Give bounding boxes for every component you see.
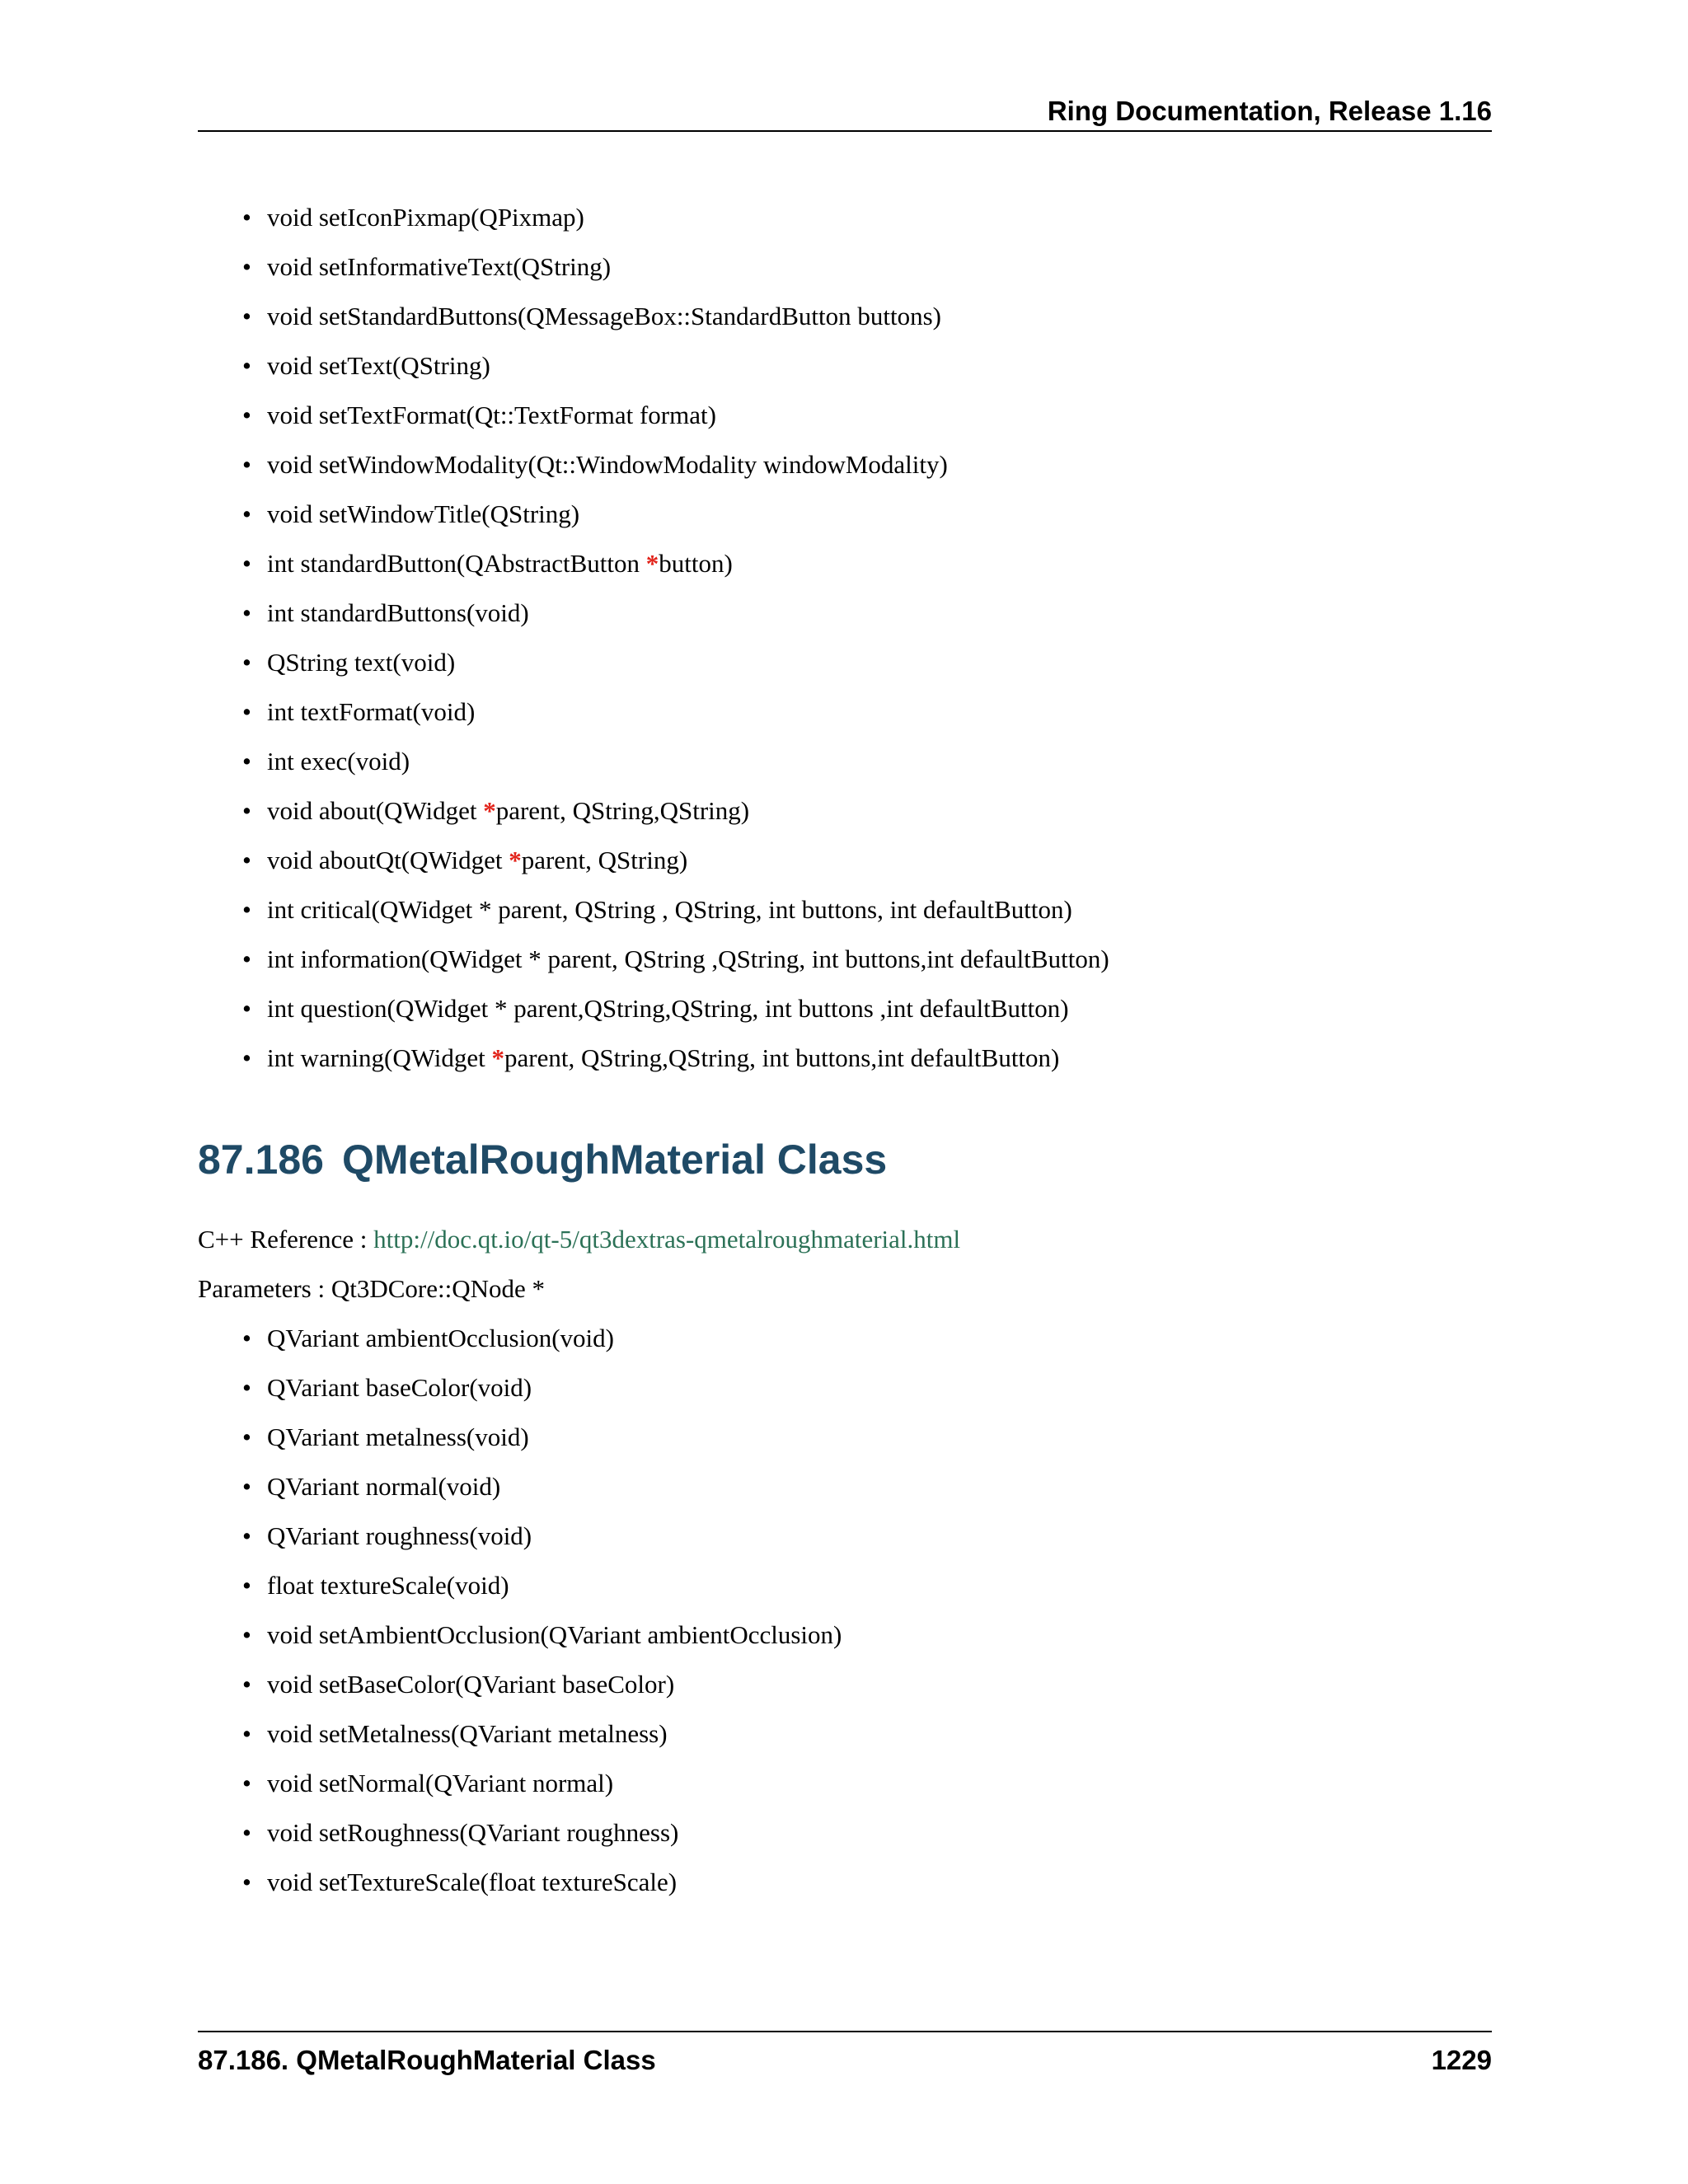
list-item-text: void setMetalness(QVariant metalness): [267, 1719, 668, 1748]
cpp-reference-link[interactable]: http://doc.qt.io/qt-5/qt3dextras-qmetalroughmaterial.html: [373, 1225, 961, 1254]
list-item-text: parent, QString,QString): [495, 796, 750, 825]
list-item-text: void about(QWidget: [267, 796, 484, 825]
list-item: [198, 341, 1109, 391]
bullet-icon: •: [242, 944, 251, 973]
list-item: [198, 1511, 842, 1561]
section-heading: [198, 1131, 887, 1188]
list-item-text: void setTextFormat(Qt::TextFormat format): [267, 401, 716, 429]
bullet-icon: •: [242, 1769, 251, 1797]
list-item-text: int warning(QWidget: [267, 1043, 492, 1072]
list-item: [198, 1610, 842, 1660]
list-item-text: button): [659, 549, 733, 578]
bullet-icon: •: [242, 351, 251, 380]
list-item-text: void setBaseColor(QVariant baseColor): [267, 1670, 675, 1699]
list-item: [198, 440, 1109, 490]
list-item: [198, 490, 1109, 539]
list-item-text: int standardButtons(void): [267, 598, 529, 627]
list-item: [198, 1759, 842, 1808]
list-item: [198, 193, 1109, 242]
bullet-icon: •: [242, 1868, 251, 1896]
bullet-icon: •: [242, 203, 251, 232]
method-list-qmessagebox: [198, 193, 1109, 1083]
list-item-text: void aboutQt(QWidget: [267, 846, 509, 874]
bullet-icon: •: [242, 796, 251, 825]
list-item-text: int information(QWidget * parent, QString ,QString, int buttons,int defaultButton): [267, 944, 1109, 973]
list-item: [198, 1858, 842, 1907]
list-item: [198, 539, 1109, 588]
list-item: [198, 242, 1109, 292]
method-list-qmetalroughmaterial: [198, 1314, 842, 1907]
list-item: [198, 1709, 842, 1759]
list-item: [198, 1363, 842, 1413]
list-item-text: float textureScale(void): [267, 1571, 509, 1600]
list-item: [198, 1314, 842, 1363]
bullet-icon: •: [242, 846, 251, 874]
list-item: [198, 786, 1109, 836]
list-item-text: void setAmbientOcclusion(QVariant ambientOcclusion): [267, 1620, 842, 1649]
list-item: [198, 737, 1109, 786]
list-item-text: parent, QString): [521, 846, 688, 874]
list-item: [198, 836, 1109, 885]
pointer-asterisk: *: [483, 796, 496, 825]
bullet-icon: •: [242, 1472, 251, 1501]
cpp-reference-label: C++ Reference :: [198, 1225, 374, 1254]
bullet-icon: •: [242, 450, 251, 479]
list-item-text: QVariant normal(void): [267, 1472, 501, 1501]
section-number: 87.186: [198, 1137, 324, 1183]
bullet-icon: •: [242, 747, 251, 776]
cpp-reference-line: [198, 1215, 960, 1264]
bullet-icon: •: [242, 252, 251, 281]
list-item: [198, 1808, 842, 1858]
list-item: [198, 885, 1109, 935]
parameters-line: Parameters : Qt3DCore::QNode *: [198, 1274, 545, 1303]
bullet-icon: •: [242, 549, 251, 578]
running-header: Ring Documentation, Release 1.16: [198, 92, 1492, 132]
list-item-text: void setText(QString): [267, 351, 490, 380]
list-item-text: int question(QWidget * parent,QString,QString, int buttons ,int defaultButton): [267, 994, 1069, 1023]
list-item: [198, 984, 1109, 1033]
list-item-text: QVariant baseColor(void): [267, 1373, 532, 1402]
bullet-icon: •: [242, 598, 251, 627]
list-item-text: void setWindowModality(Qt::WindowModality windowModality): [267, 450, 948, 479]
list-item-text: void setWindowTitle(QString): [267, 499, 580, 528]
list-item: [198, 292, 1109, 341]
bullet-icon: •: [242, 1521, 251, 1550]
bullet-icon: •: [242, 401, 251, 429]
list-item: [198, 1033, 1109, 1083]
bullet-icon: •: [242, 1719, 251, 1748]
list-item-text: void setInformativeText(QString): [267, 252, 612, 281]
pointer-asterisk: *: [509, 846, 522, 874]
bullet-icon: •: [242, 302, 251, 330]
list-item-text: int exec(void): [267, 747, 410, 776]
list-item-text: void setIconPixmap(QPixmap): [267, 203, 584, 232]
pointer-asterisk: *: [491, 1043, 505, 1072]
list-item: [198, 1413, 842, 1462]
bullet-icon: •: [242, 1571, 251, 1600]
bullet-icon: •: [242, 1373, 251, 1402]
list-item: [198, 1561, 842, 1610]
list-item-text: void setNormal(QVariant normal): [267, 1769, 614, 1797]
list-item-text: parent, QString,QString, int buttons,int defaultButton): [504, 1043, 1060, 1072]
bullet-icon: •: [242, 1324, 251, 1352]
section-title-text: QMetalRoughMaterial Class: [341, 1137, 888, 1183]
list-item-text: void setRoughness(QVariant roughness): [267, 1818, 679, 1847]
running-footer: [198, 2031, 1492, 2082]
list-item-text: QVariant metalness(void): [267, 1422, 529, 1451]
list-item: [198, 935, 1109, 984]
list-item: [198, 638, 1109, 687]
bullet-icon: •: [242, 1818, 251, 1847]
list-item-text: int standardButton(QAbstractButton: [267, 549, 646, 578]
bullet-icon: •: [242, 499, 251, 528]
bullet-icon: •: [242, 1043, 251, 1072]
bullet-icon: •: [242, 697, 251, 726]
bullet-icon: •: [242, 1422, 251, 1451]
list-item-text: QVariant roughness(void): [267, 1521, 532, 1550]
list-item: [198, 588, 1109, 638]
list-item-text: void setStandardButtons(QMessageBox::StandardButton buttons): [267, 302, 942, 330]
bullet-icon: •: [242, 1670, 251, 1699]
list-item-text: int textFormat(void): [267, 697, 476, 726]
list-item-text: void setTextureScale(float textureScale): [267, 1868, 678, 1896]
list-item-text: QString text(void): [267, 648, 456, 677]
list-item: [198, 391, 1109, 440]
bullet-icon: •: [242, 895, 251, 924]
list-item: [198, 1462, 842, 1511]
bullet-icon: •: [242, 648, 251, 677]
bullet-icon: •: [242, 994, 251, 1023]
pointer-asterisk: *: [645, 549, 659, 578]
list-item: [198, 1660, 842, 1709]
page-number: 1229: [1431, 2045, 1492, 2075]
footer-section: 87.186. QMetalRoughMaterial Class: [198, 2045, 656, 2075]
list-item: [198, 687, 1109, 737]
bullet-icon: •: [242, 1620, 251, 1649]
list-item-text: QVariant ambientOcclusion(void): [267, 1324, 614, 1352]
document-page: [198, 0, 1492, 2184]
list-item-text: int critical(QWidget * parent, QString , QString, int buttons, int defaultButton): [267, 895, 1072, 924]
